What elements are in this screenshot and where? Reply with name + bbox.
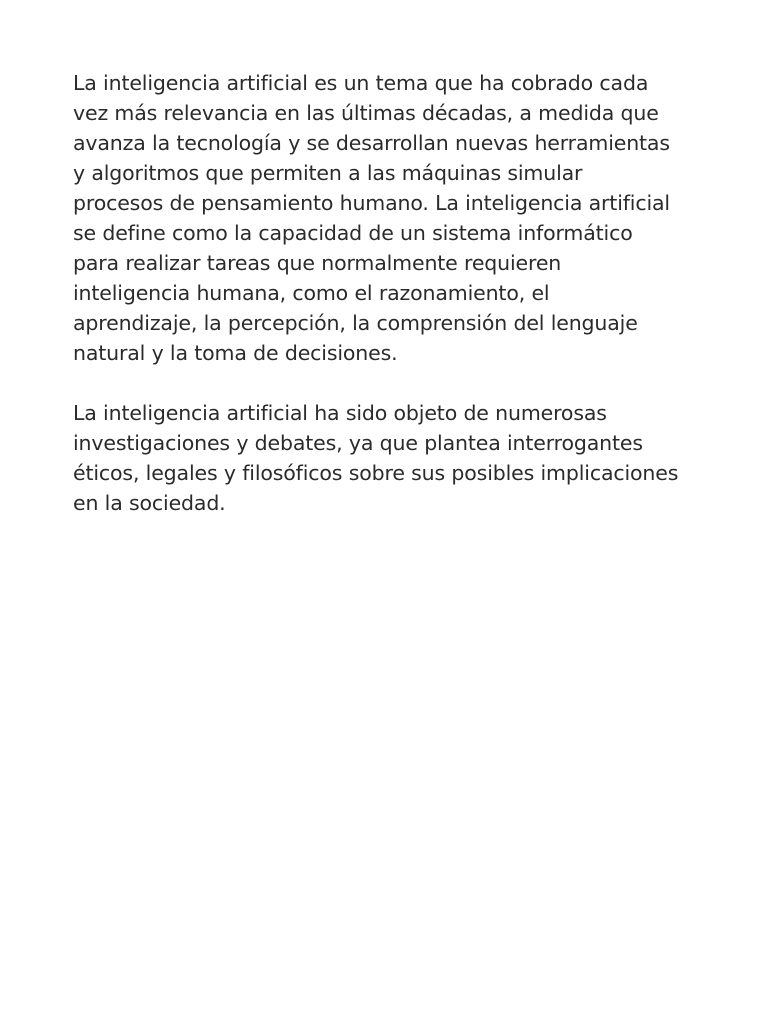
- paragraph-2: La inteligencia artificial ha sido objeto de numerosas investigaciones y debates, ya que plantea interrogantes éticos, legales y filosóficos sobre sus posibles implicaciones en la sociedad.: [73, 401, 679, 515]
- document-page: [73, 68, 705, 518]
- paragraph-1: La inteligencia artificial es un tema que ha cobrado cada vez más relevancia en las últimas décadas, a medida que avanza la tecnología y se desarrollan nuevas herramientas y algoritmos que permiten a las máquinas simular procesos de pensamiento humano. La inteligencia artificial se define como la capacidad de un sistema informático para realizar tareas que normalmente requieren inteligencia humana, como el razonamiento, el aprendizaje, la percepción, la comprensión del lenguaje natural y la toma de decisiones.: [73, 71, 670, 365]
